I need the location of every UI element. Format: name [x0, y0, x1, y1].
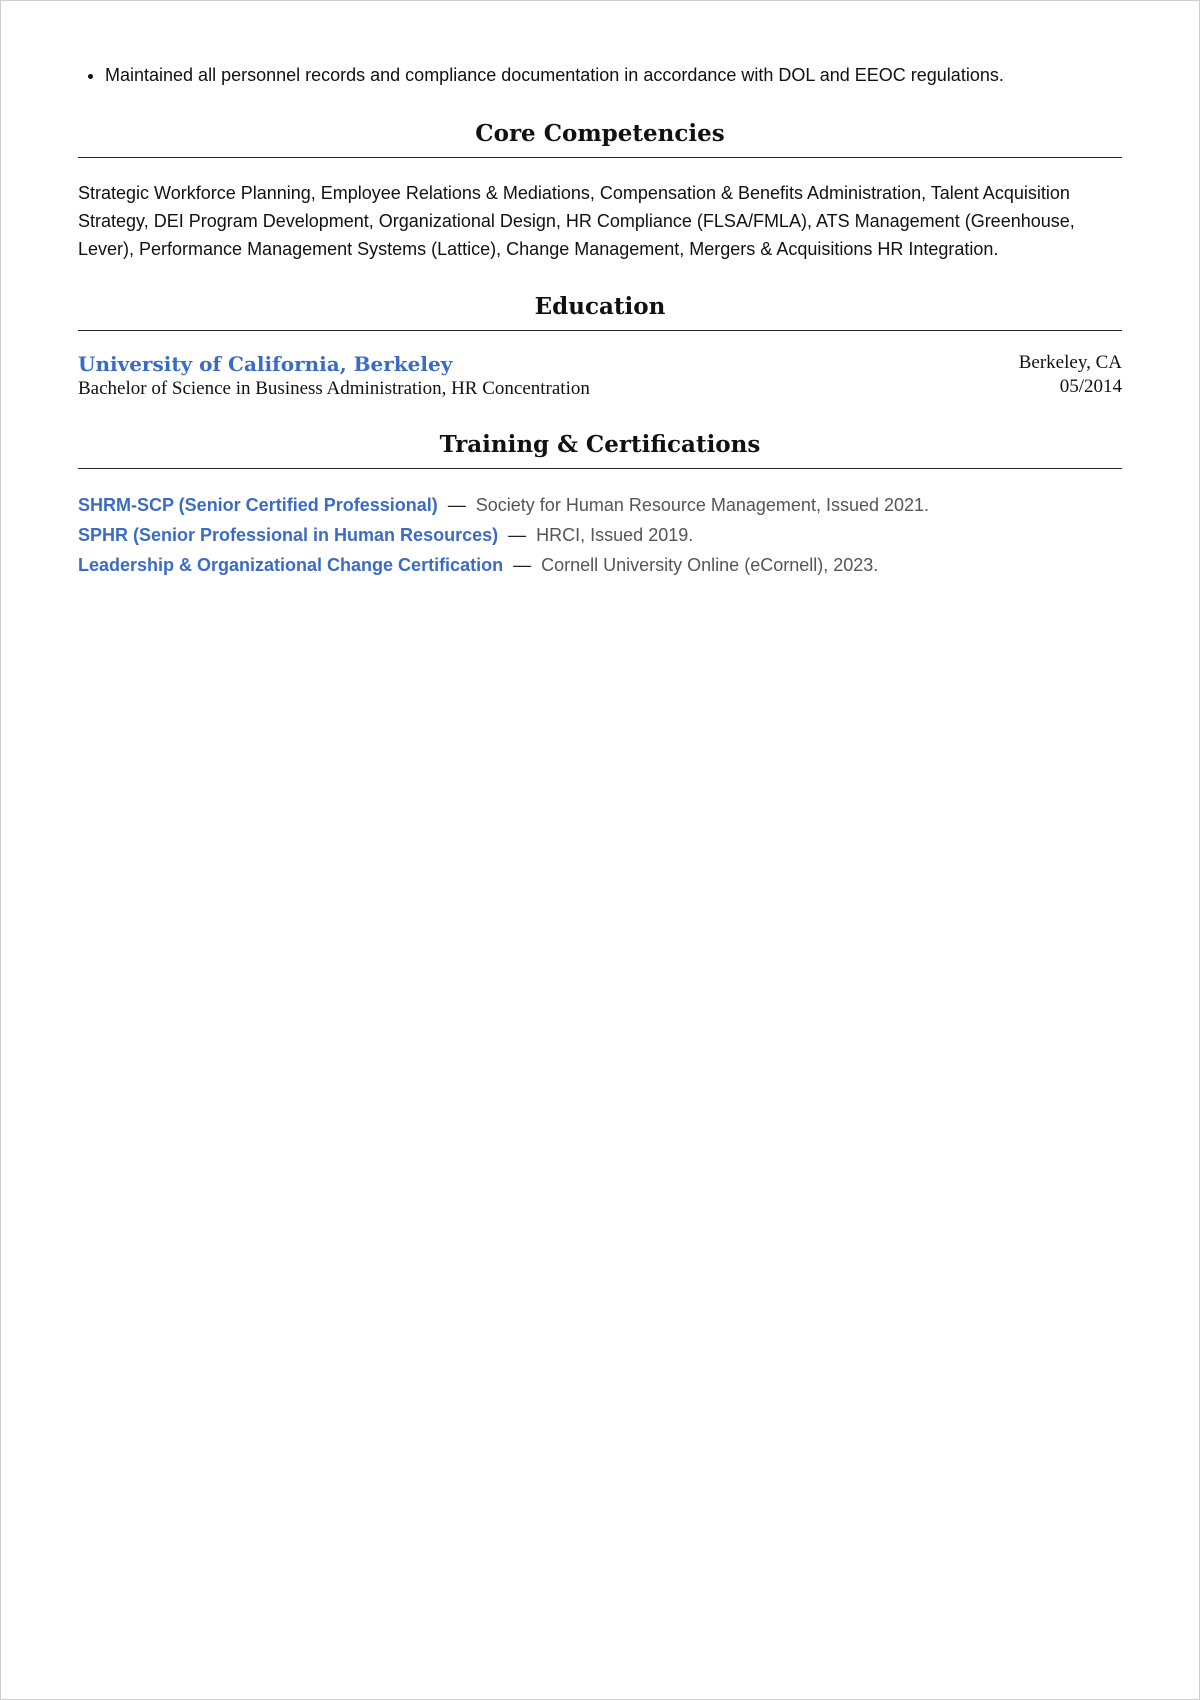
certification-name: Leadership & Organizational Change Certification	[78, 555, 504, 575]
certification-item	[78, 550, 1122, 580]
education-entry	[78, 351, 1122, 401]
certification-name: SHRM-SCP (Senior Certified Professional)	[78, 495, 438, 515]
certification-name: SPHR (Senior Professional in Human Resources)	[78, 525, 499, 545]
degree-title: Bachelor of Science in Business Administration, HR Concentration	[78, 378, 590, 399]
section-heading-core-competencies: Core Competencies	[78, 119, 1122, 158]
certification-separator: —	[508, 555, 537, 575]
certification-detail: HRCI, Issued 2019.	[536, 525, 694, 545]
education-section	[78, 292, 1122, 401]
section-heading-education: Education	[78, 292, 1122, 331]
core-competencies-section	[78, 119, 1122, 263]
competencies-text: Strategic Workforce Planning, Employee Relations & Mediations, Compensation & Benefits Administration, Talent Acquisition Strategy, DEI Program Development, Organizational Design, HR Compliance (FLSA/FMLA), ATS Management (Greenhouse, Lever), Performance Management Systems (Lattice), Change Management, Mergers & Acquisitions HR Integration.	[78, 183, 1075, 259]
certification-separator: —	[503, 525, 532, 545]
experience-bullet: • Maintained all personnel records and compliance documentation in accordance with DOL and EEOC regulations.	[105, 62, 1122, 88]
certification-list	[78, 490, 1122, 580]
certification-detail: Society for Human Resource Management, Issued 2021.	[475, 495, 930, 515]
school-location: Berkeley, CA	[1018, 352, 1122, 373]
training-certifications-section	[78, 430, 1122, 580]
graduation-date: 05/2014	[1059, 376, 1122, 397]
education-entry-right	[1019, 351, 1122, 399]
certification-item	[78, 520, 1122, 550]
certification-separator: —	[442, 495, 471, 515]
certification-detail: Cornell University Online (eCornell), 2023.	[541, 555, 879, 575]
education-entry-left	[78, 351, 590, 401]
section-heading-training-certifications: Training & Certifications	[78, 430, 1122, 469]
school-name: University of California, Berkeley	[78, 352, 453, 376]
certification-item	[78, 490, 1122, 520]
experience-bullet-list	[78, 62, 1122, 88]
